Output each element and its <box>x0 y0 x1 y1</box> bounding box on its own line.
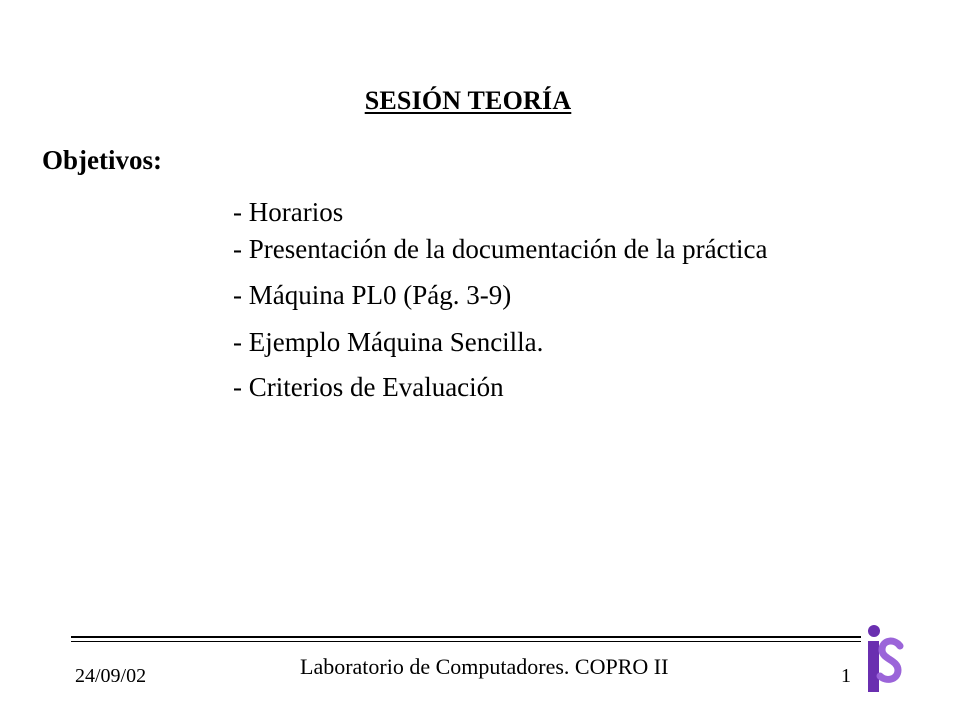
is-logo-icon <box>864 622 904 696</box>
logo-dot <box>868 625 880 637</box>
objective-item: - Criterios de Evaluación <box>233 372 504 402</box>
logo-s-curve <box>880 641 900 679</box>
objective-item: - Horarios <box>233 197 344 227</box>
page-number: 1 <box>841 665 851 687</box>
objectives-heading: Objetivos: <box>42 145 162 175</box>
objective-item: - Presentación de la documentación de la práctica <box>233 234 768 264</box>
footer-date: 24/09/02 <box>75 665 147 687</box>
slide-title: SESIÓN TEORÍA <box>364 86 572 115</box>
logo-i-stem <box>868 641 879 692</box>
footer-course-title: Laboratorio de Computadores. COPRO II <box>300 654 669 679</box>
footer-divider <box>71 636 861 638</box>
footer-divider-thin <box>71 641 861 642</box>
objective-item: - Máquina PL0 (Pág. 3-9) <box>233 280 512 310</box>
objective-item: - Ejemplo Máquina Sencilla. <box>233 327 544 357</box>
